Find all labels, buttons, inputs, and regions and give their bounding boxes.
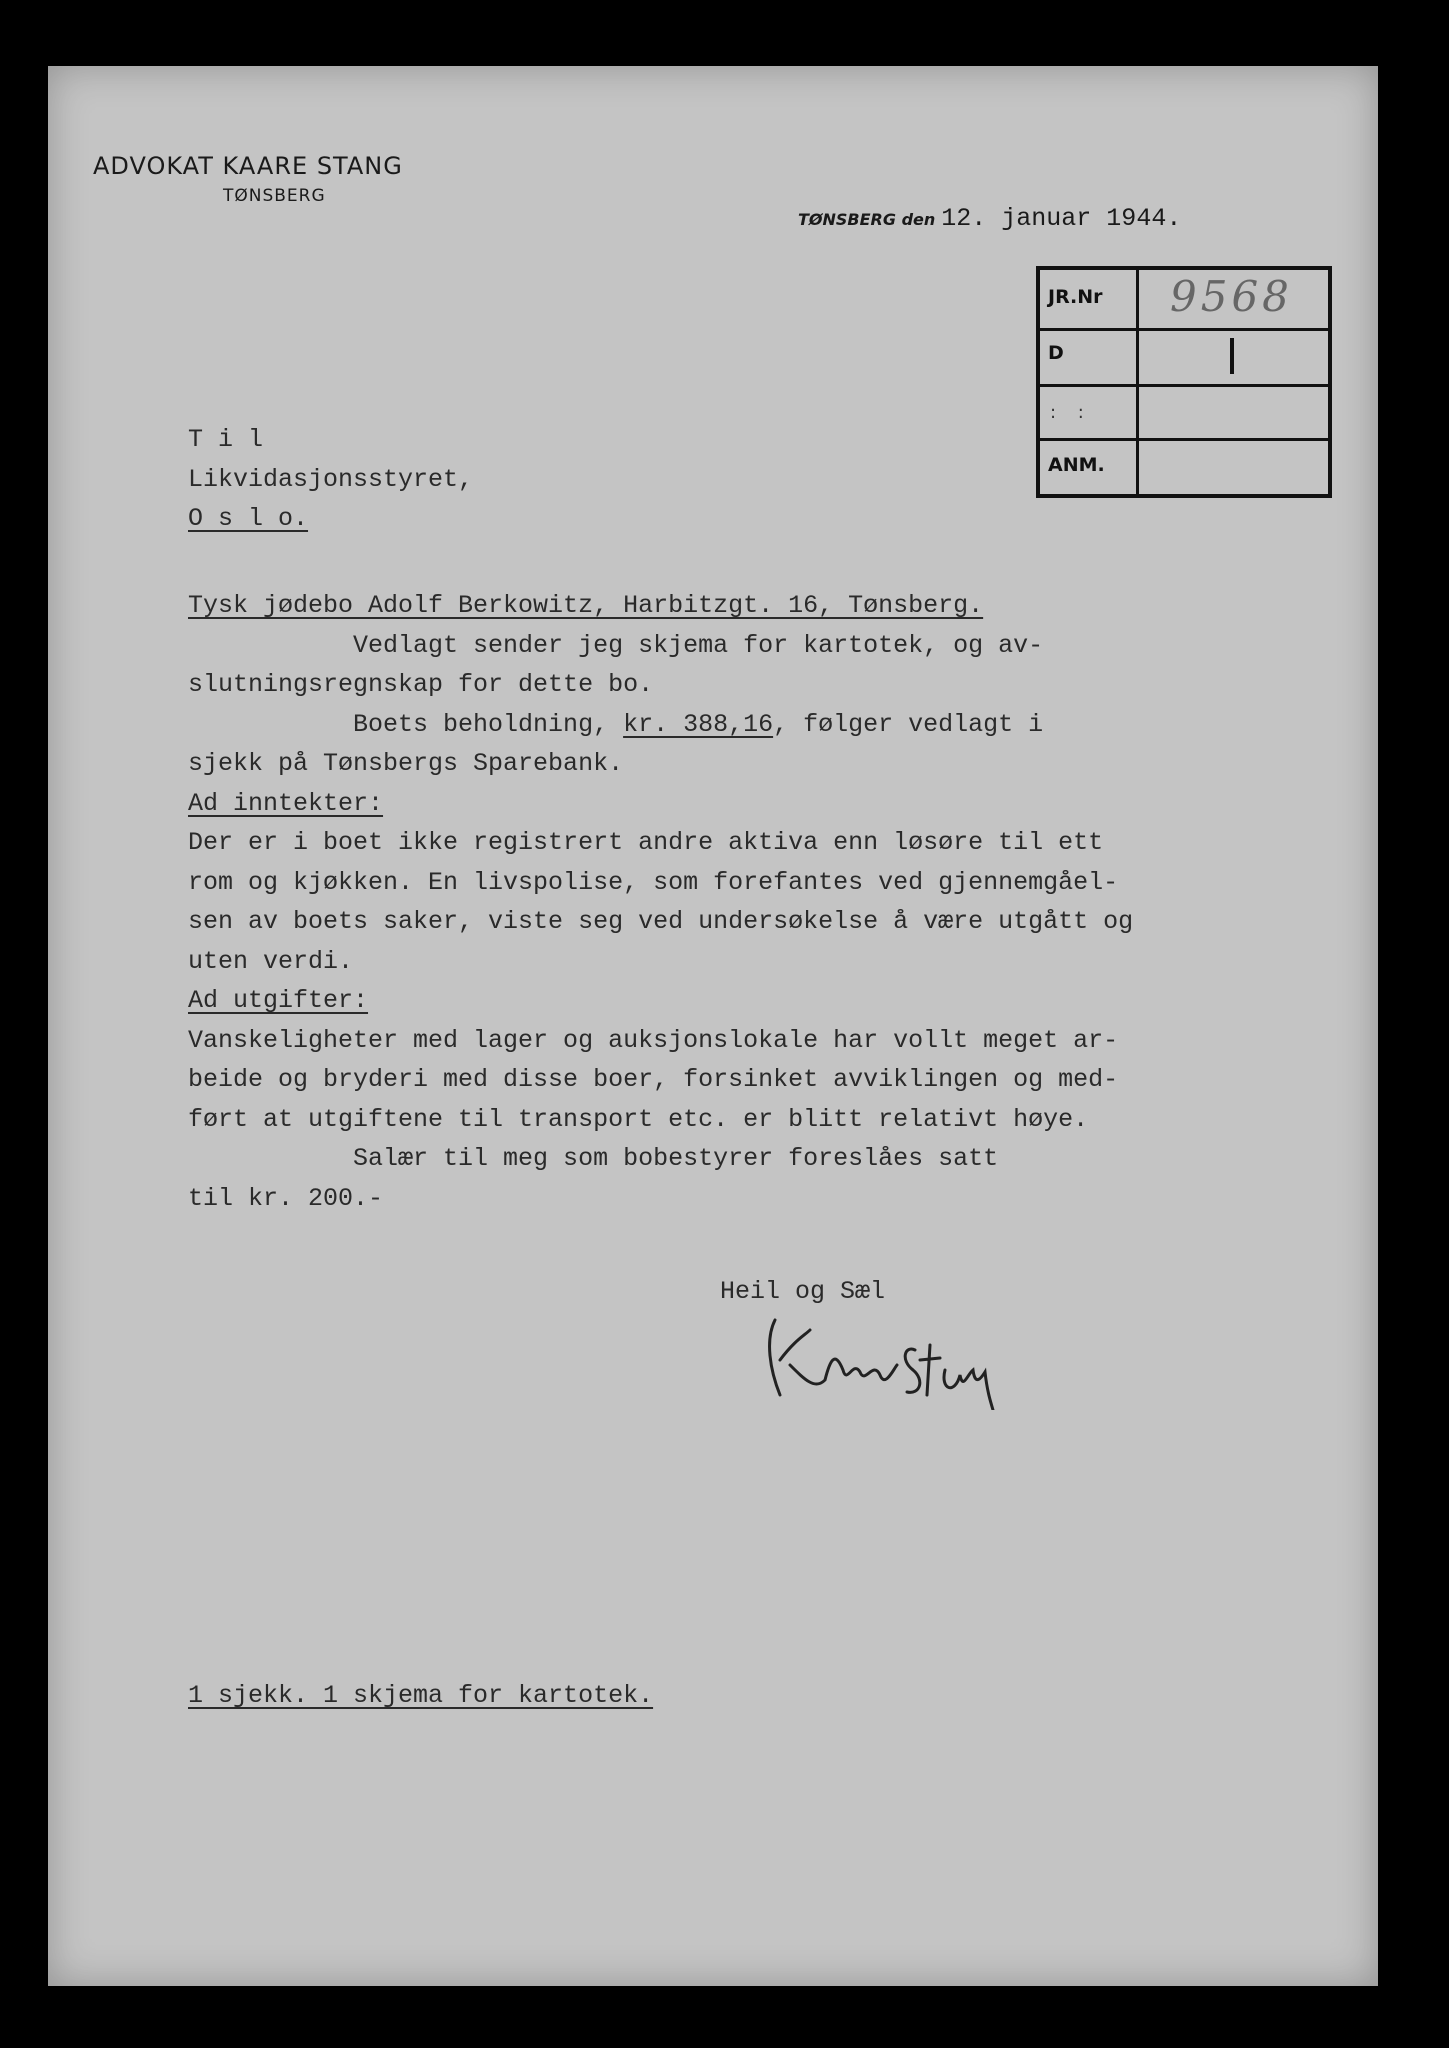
stamp-label-jrnr: JR.Nr [1048,286,1103,308]
body-line [188,705,1133,745]
address-line: O s l o. [188,504,309,533]
enclosures [188,1676,653,1716]
body-line: Der er i boet ikke registrert andre aktiva enn løsøre til ett [188,828,1104,857]
subject-line: Tysk jødebo Adolf Berkowitz, Harbitzgt. 16, Tønsberg. [188,591,984,620]
handwritten-signature [735,1300,1025,1410]
body-line: Salær til meg som bobestyrer foreslåes satt [188,1144,999,1173]
dateline [798,204,1181,233]
address-line: Likvidasjonsstyret, [188,464,474,494]
body-line: slutningsregnskap for dette bo. [188,670,654,699]
stamp-rule [1040,384,1328,387]
dateline-place: TØNSBERG den [798,210,936,229]
enclosures-text: 1 sjekk. 1 skjema for kartotek. [188,1681,654,1710]
body-line: beide og bryderi med disse boer, forsinket avviklingen og med- [188,1065,1119,1094]
body-line: til kr. 200.- [188,1183,384,1213]
body-line: uten verdi. [188,946,354,976]
body-text: , følger vedlagt i [773,709,1044,739]
body-line: ført at utgiftene til transport etc. er blitt relativt høye. [188,1104,1089,1134]
body-line: sjekk på Tønsbergs Sparebank. [188,749,624,778]
journal-stamp [1036,266,1332,498]
body-line: rom og kjøkken. En livspolise, som forefantes ved gjennemgåel- [188,867,1119,897]
stamp-rule [1040,328,1328,331]
letter-body [188,586,1133,1218]
letterhead [93,152,403,206]
body-text: Boets beholdning, [188,709,624,739]
body-line: sen av boets saker, viste seg ved undersøkelse å være utgått og [188,907,1134,936]
closing: Heil og Sæl [720,1277,886,1306]
stamp-rule [1040,438,1328,441]
stamp-label-d: D [1048,342,1064,364]
stamp-journal-number: 9568 [1170,272,1293,321]
stamp-label-anm: ANM. [1048,454,1105,476]
heading-income: Ad inntekter: [188,788,384,818]
body-line: Vanskeligheter med lager og auksjonslokale har vollt meget ar- [188,1025,1119,1055]
heading-expenses: Ad utgifter: [188,986,369,1015]
letterhead-city: TØNSBERG [223,186,326,206]
stamp-label-dots: : : [1050,402,1092,423]
letterhead-name: ADVOKAT KAARE STANG [93,152,403,180]
dateline-date: 12. januar 1944. [941,204,1182,233]
stamp-mark [1230,338,1234,374]
address-line: T i l [188,425,264,454]
recipient-address [188,420,473,539]
stamp-divider [1136,270,1139,494]
body-line: Vedlagt sender jeg skjema for kartotek, og av- [188,630,1044,660]
amount: kr. 388,16 [623,709,774,739]
